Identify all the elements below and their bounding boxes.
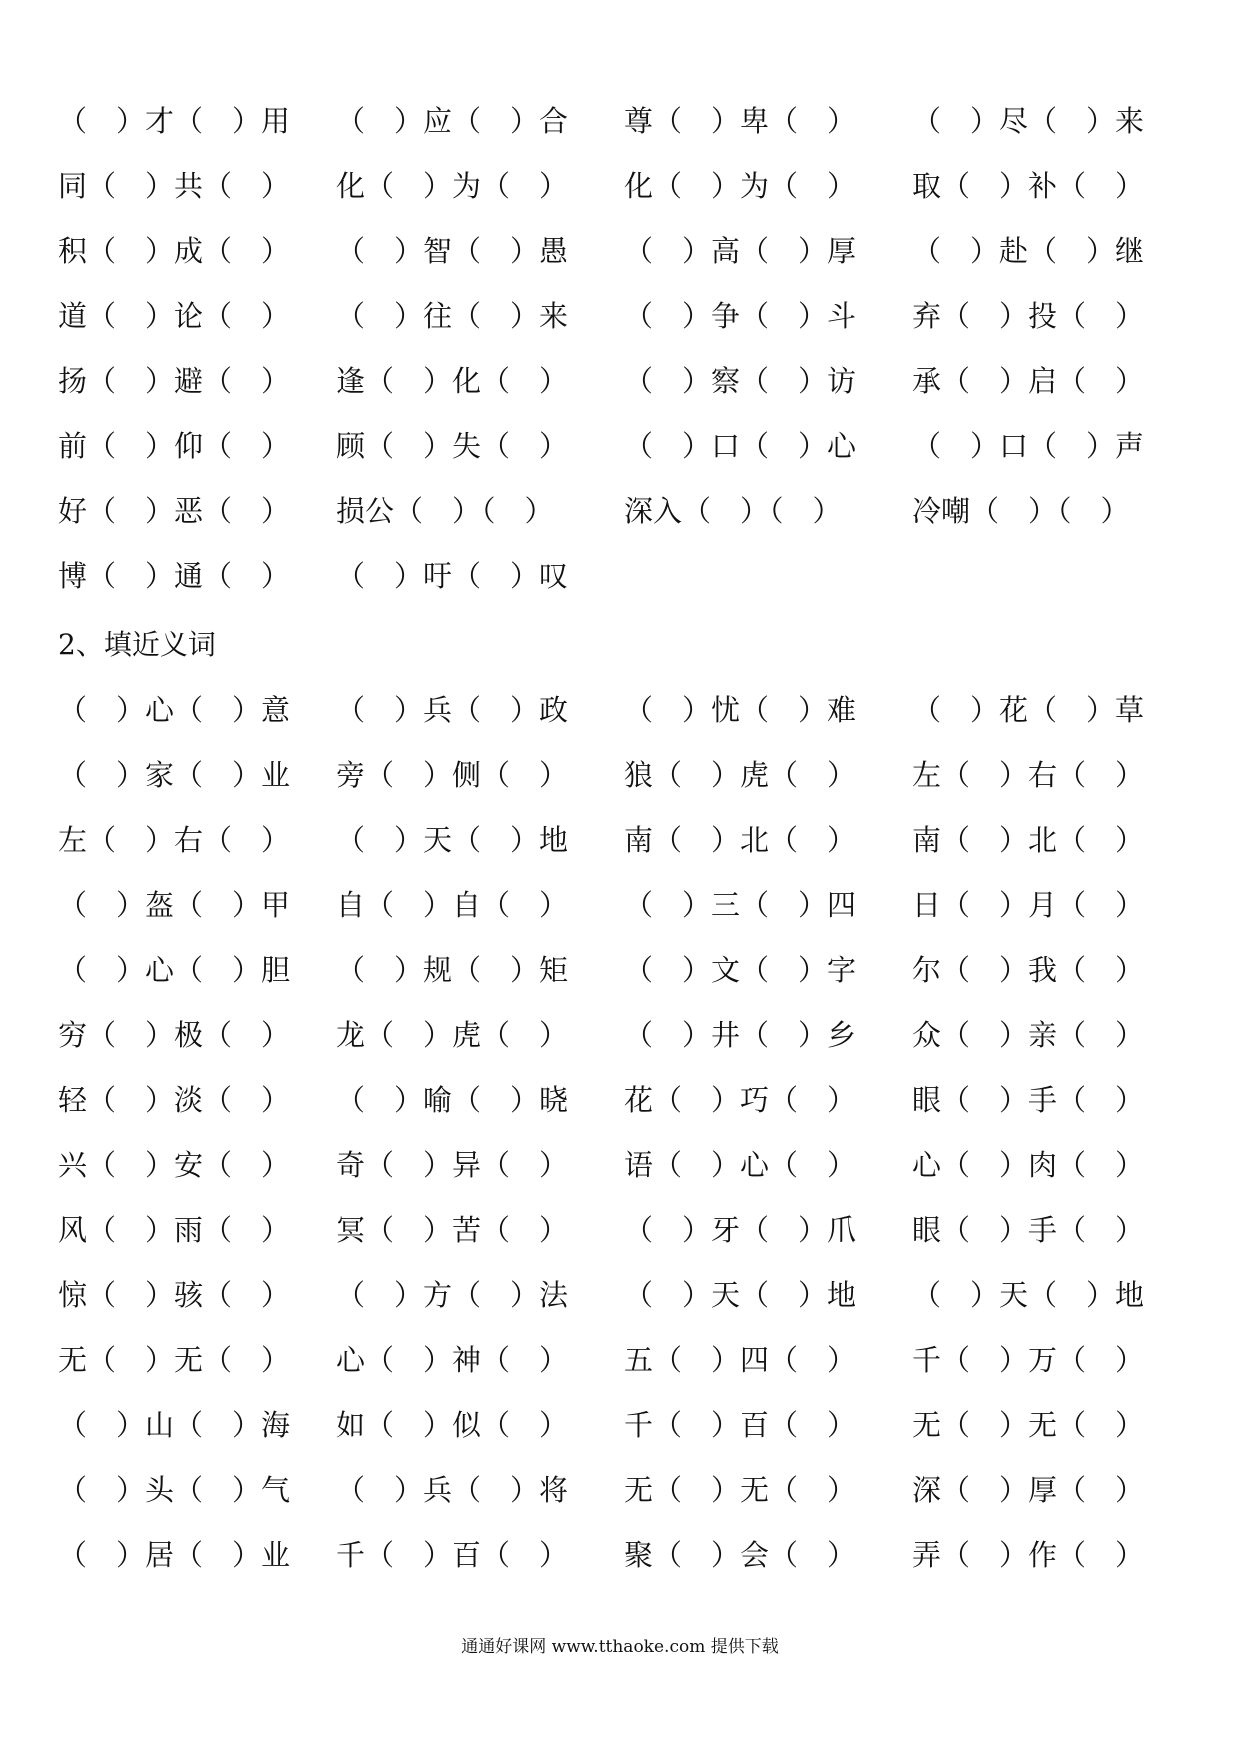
- idiom-blank-item: 冷嘲（ ）（ ）: [912, 494, 1130, 528]
- idiom-blank-item: （ ）盔（ ）甲: [58, 888, 291, 922]
- idiom-row: [0, 486, 1240, 536]
- idiom-blank-item: （ ）兵（ ）将: [336, 1473, 569, 1507]
- idiom-blank-item: （ ）往（ ）来: [336, 299, 569, 333]
- idiom-row: [0, 1465, 1240, 1515]
- idiom-blank-item: 兴（ ）安（ ）: [58, 1148, 291, 1182]
- idiom-blank-item: 弃（ ）投（ ）: [912, 299, 1145, 333]
- idiom-blank-item: 化（ ）为（ ）: [624, 169, 857, 203]
- idiom-blank-item: （ ）兵（ ）政: [336, 693, 569, 727]
- idiom-blank-item: 旁（ ）侧（ ）: [336, 758, 569, 792]
- idiom-blank-item: 自（ ）自（ ）: [336, 888, 569, 922]
- idiom-blank-item: 聚（ ）会（ ）: [624, 1538, 857, 1572]
- idiom-blank-item: （ ）花（ ）草: [912, 693, 1145, 727]
- idiom-blank-item: （ ）规（ ）矩: [336, 953, 569, 987]
- idiom-blank-item: 前（ ）仰（ ）: [58, 429, 291, 463]
- idiom-blank-item: （ ）争（ ）斗: [624, 299, 857, 333]
- idiom-row: [0, 1400, 1240, 1450]
- idiom-blank-item: 无（ ）无（ ）: [58, 1343, 291, 1377]
- idiom-row: [0, 1010, 1240, 1060]
- idiom-blank-item: 博（ ）通（ ）: [58, 559, 291, 593]
- idiom-blank-item: （ ）家（ ）业: [58, 758, 291, 792]
- idiom-blank-item: （ ）三（ ）四: [624, 888, 857, 922]
- idiom-blank-item: （ ）尽（ ）来: [912, 104, 1145, 138]
- idiom-row: [0, 1205, 1240, 1255]
- idiom-blank-item: 尔（ ）我（ ）: [912, 953, 1145, 987]
- idiom-blank-item: （ ）智（ ）愚: [336, 234, 569, 268]
- idiom-row: [0, 880, 1240, 930]
- idiom-blank-item: （ ）井（ ）乡: [624, 1018, 857, 1052]
- idiom-blank-item: 冥（ ）苦（ ）: [336, 1213, 569, 1247]
- idiom-blank-item: 惊（ ）骇（ ）: [58, 1278, 291, 1312]
- idiom-blank-item: （ ）口（ ）声: [912, 429, 1145, 463]
- idiom-blank-item: 取（ ）补（ ）: [912, 169, 1145, 203]
- idiom-blank-item: （ ）心（ ）意: [58, 693, 291, 727]
- idiom-blank-item: 弄（ ）作（ ）: [912, 1538, 1145, 1572]
- idiom-row: [0, 945, 1240, 995]
- idiom-blank-item: （ ）牙（ ）爪: [624, 1213, 857, 1247]
- idiom-blank-item: （ ）天（ ）地: [624, 1278, 857, 1312]
- idiom-blank-item: 众（ ）亲（ ）: [912, 1018, 1145, 1052]
- idiom-row: [0, 161, 1240, 211]
- idiom-blank-item: 损公（ ）（ ）: [336, 494, 554, 528]
- idiom-row: [0, 291, 1240, 341]
- idiom-blank-item: 龙（ ）虎（ ）: [336, 1018, 569, 1052]
- idiom-blank-item: 深（ ）厚（ ）: [912, 1473, 1145, 1507]
- idiom-row: [0, 750, 1240, 800]
- idiom-blank-item: （ ）吁（ ）叹: [336, 559, 569, 593]
- idiom-blank-item: 化（ ）为（ ）: [336, 169, 569, 203]
- idiom-blank-item: 无（ ）无（ ）: [624, 1473, 857, 1507]
- idiom-blank-item: 花（ ）巧（ ）: [624, 1083, 857, 1117]
- idiom-blank-item: （ ）才（ ）用: [58, 104, 291, 138]
- idiom-blank-item: 五（ ）四（ ）: [624, 1343, 857, 1377]
- idiom-row: [0, 96, 1240, 146]
- idiom-blank-item: 千（ ）百（ ）: [336, 1538, 569, 1572]
- idiom-blank-item: （ ）喻（ ）晓: [336, 1083, 569, 1117]
- idiom-blank-item: 扬（ ）避（ ）: [58, 364, 291, 398]
- idiom-blank-item: （ ）居（ ）业: [58, 1538, 291, 1572]
- idiom-row: [0, 356, 1240, 406]
- idiom-blank-item: 轻（ ）淡（ ）: [58, 1083, 291, 1117]
- footer-credit: 通通好课网 www.tthaoke.com 提供下载: [461, 1637, 779, 1657]
- idiom-blank-item: （ ）应（ ）合: [336, 104, 569, 138]
- idiom-blank-item: 奇（ ）异（ ）: [336, 1148, 569, 1182]
- idiom-row: [0, 1530, 1240, 1580]
- idiom-blank-item: （ ）察（ ）访: [624, 364, 857, 398]
- idiom-blank-item: 尊（ ）卑（ ）: [624, 104, 857, 138]
- idiom-row: [0, 815, 1240, 865]
- idiom-blank-item: 同（ ）共（ ）: [58, 169, 291, 203]
- idiom-row: [0, 551, 1240, 601]
- idiom-blank-item: 穷（ ）极（ ）: [58, 1018, 291, 1052]
- idiom-blank-item: 无（ ）无（ ）: [912, 1408, 1145, 1442]
- idiom-blank-item: 顾（ ）失（ ）: [336, 429, 569, 463]
- idiom-row: [0, 1075, 1240, 1125]
- idiom-blank-item: 千（ ）万（ ）: [912, 1343, 1145, 1377]
- idiom-blank-item: （ ）山（ ）海: [58, 1408, 291, 1442]
- idiom-blank-item: （ ）文（ ）字: [624, 953, 857, 987]
- idiom-blank-item: 好（ ）恶（ ）: [58, 494, 291, 528]
- idiom-row: [0, 1270, 1240, 1320]
- idiom-blank-item: （ ）忧（ ）难: [624, 693, 857, 727]
- idiom-blank-item: 狼（ ）虎（ ）: [624, 758, 857, 792]
- idiom-blank-item: 眼（ ）手（ ）: [912, 1213, 1145, 1247]
- idiom-blank-item: 南（ ）北（ ）: [624, 823, 857, 857]
- idiom-row: [0, 1140, 1240, 1190]
- idiom-blank-item: （ ）心（ ）胆: [58, 953, 291, 987]
- idiom-blank-item: 积（ ）成（ ）: [58, 234, 291, 268]
- idiom-row: [0, 685, 1240, 735]
- idiom-blank-item: 风（ ）雨（ ）: [58, 1213, 291, 1247]
- idiom-blank-item: 千（ ）百（ ）: [624, 1408, 857, 1442]
- idiom-row: [0, 226, 1240, 276]
- idiom-blank-item: （ ）方（ ）法: [336, 1278, 569, 1312]
- idiom-blank-item: 左（ ）右（ ）: [58, 823, 291, 857]
- idiom-blank-item: 承（ ）启（ ）: [912, 364, 1145, 398]
- idiom-row: [0, 1335, 1240, 1385]
- idiom-blank-item: （ ）天（ ）地: [912, 1278, 1145, 1312]
- idiom-blank-item: （ ）头（ ）气: [58, 1473, 291, 1507]
- section-2-heading: 2、填近义词: [58, 628, 216, 661]
- idiom-blank-item: 日（ ）月（ ）: [912, 888, 1145, 922]
- idiom-blank-item: （ ）口（ ）心: [624, 429, 857, 463]
- idiom-blank-item: 道（ ）论（ ）: [58, 299, 291, 333]
- idiom-blank-item: 心（ ）神（ ）: [336, 1343, 569, 1377]
- idiom-blank-item: 左（ ）右（ ）: [912, 758, 1145, 792]
- idiom-blank-item: 语（ ）心（ ）: [624, 1148, 857, 1182]
- idiom-blank-item: （ ）高（ ）厚: [624, 234, 857, 268]
- idiom-blank-item: 逢（ ）化（ ）: [336, 364, 569, 398]
- idiom-blank-item: （ ）赴（ ）继: [912, 234, 1145, 268]
- idiom-blank-item: 深入（ ）（ ）: [624, 494, 842, 528]
- idiom-blank-item: 南（ ）北（ ）: [912, 823, 1145, 857]
- idiom-blank-item: （ ）天（ ）地: [336, 823, 569, 857]
- idiom-blank-item: 如（ ）似（ ）: [336, 1408, 569, 1442]
- idiom-blank-item: 心（ ）肉（ ）: [912, 1148, 1145, 1182]
- idiom-row: [0, 421, 1240, 471]
- idiom-blank-item: 眼（ ）手（ ）: [912, 1083, 1145, 1117]
